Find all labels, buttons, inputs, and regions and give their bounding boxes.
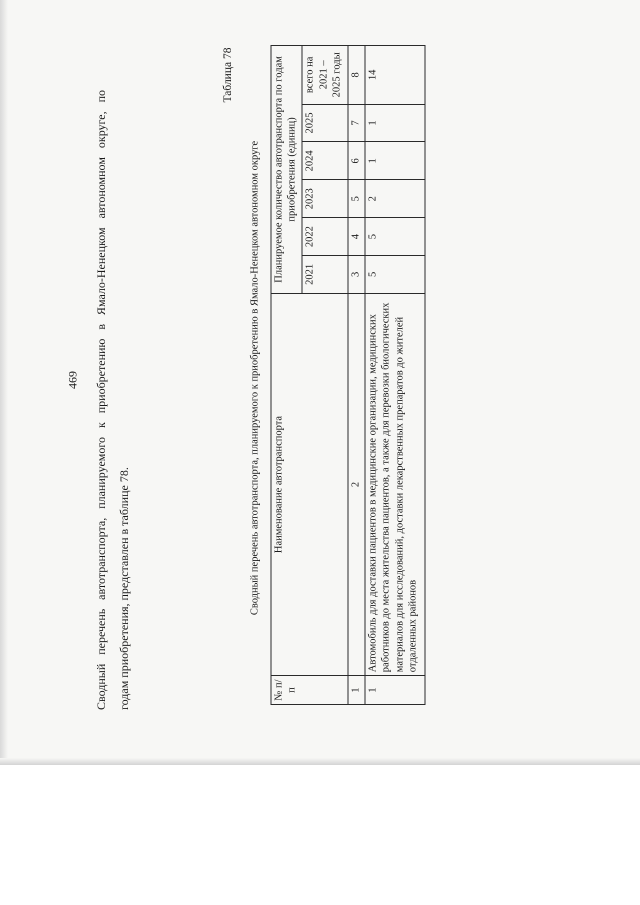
row-value: 1: [365, 142, 425, 180]
row-value: 1: [365, 104, 425, 142]
header-year: 2025: [302, 104, 348, 142]
index-cell: 2: [347, 293, 364, 675]
table-caption: Сводный перечень автотранспорта, планируемого к приобретению в Ямало-Ненецком автономном округе: [249, 140, 261, 616]
index-cell: 8: [347, 46, 364, 105]
table-header-row: [271, 46, 302, 705]
header-num: № п/п: [271, 676, 348, 705]
intro-paragraph: [90, 90, 136, 710]
header-year: 2021: [302, 256, 348, 294]
row-num: 1: [365, 676, 425, 705]
row-value: 5: [365, 218, 425, 256]
page-number: 469: [65, 371, 80, 389]
intro-line-1: Сводный перечень автотранспорта, планируемого к приобретению в Ямало-Ненецком автономном округе, по: [94, 90, 108, 710]
scan-shadow-left: [0, 0, 8, 765]
header-group: Планируемое количество автотранспорта по годам приобретения (единиц): [271, 46, 302, 294]
intro-line-2: годам приобретения, представлен в таблице 78.: [117, 467, 131, 710]
row-name: Автомобиль для доставки пациентов в медицинские организации, медицинских работников до места жительства пациентов, а также для перевозки биологических материалов для исследований, доставки лекарственных препаратов до жителей отдаленных районов: [365, 293, 425, 675]
index-cell: 3: [347, 256, 364, 294]
index-cell: 1: [347, 676, 364, 705]
row-value: 2: [365, 180, 425, 218]
table-index-row: [347, 46, 364, 705]
header-year: 2022: [302, 218, 348, 256]
header-year: 2024: [302, 142, 348, 180]
index-cell: 4: [347, 218, 364, 256]
header-name: Наименование автотранспорта: [271, 293, 348, 675]
table-number: Таблица 78: [222, 47, 234, 103]
row-value: 5: [365, 256, 425, 294]
row-total: 14: [365, 46, 425, 105]
vehicle-table: [270, 45, 425, 705]
table-container: [270, 45, 425, 705]
header-total: всего на 2021 – 2025 годы: [302, 46, 348, 105]
index-cell: 7: [347, 104, 364, 142]
table-row: [365, 46, 425, 705]
scan-shadow-bottom: [0, 758, 640, 765]
index-cell: 6: [347, 142, 364, 180]
header-year: 2023: [302, 180, 348, 218]
index-cell: 5: [347, 180, 364, 218]
